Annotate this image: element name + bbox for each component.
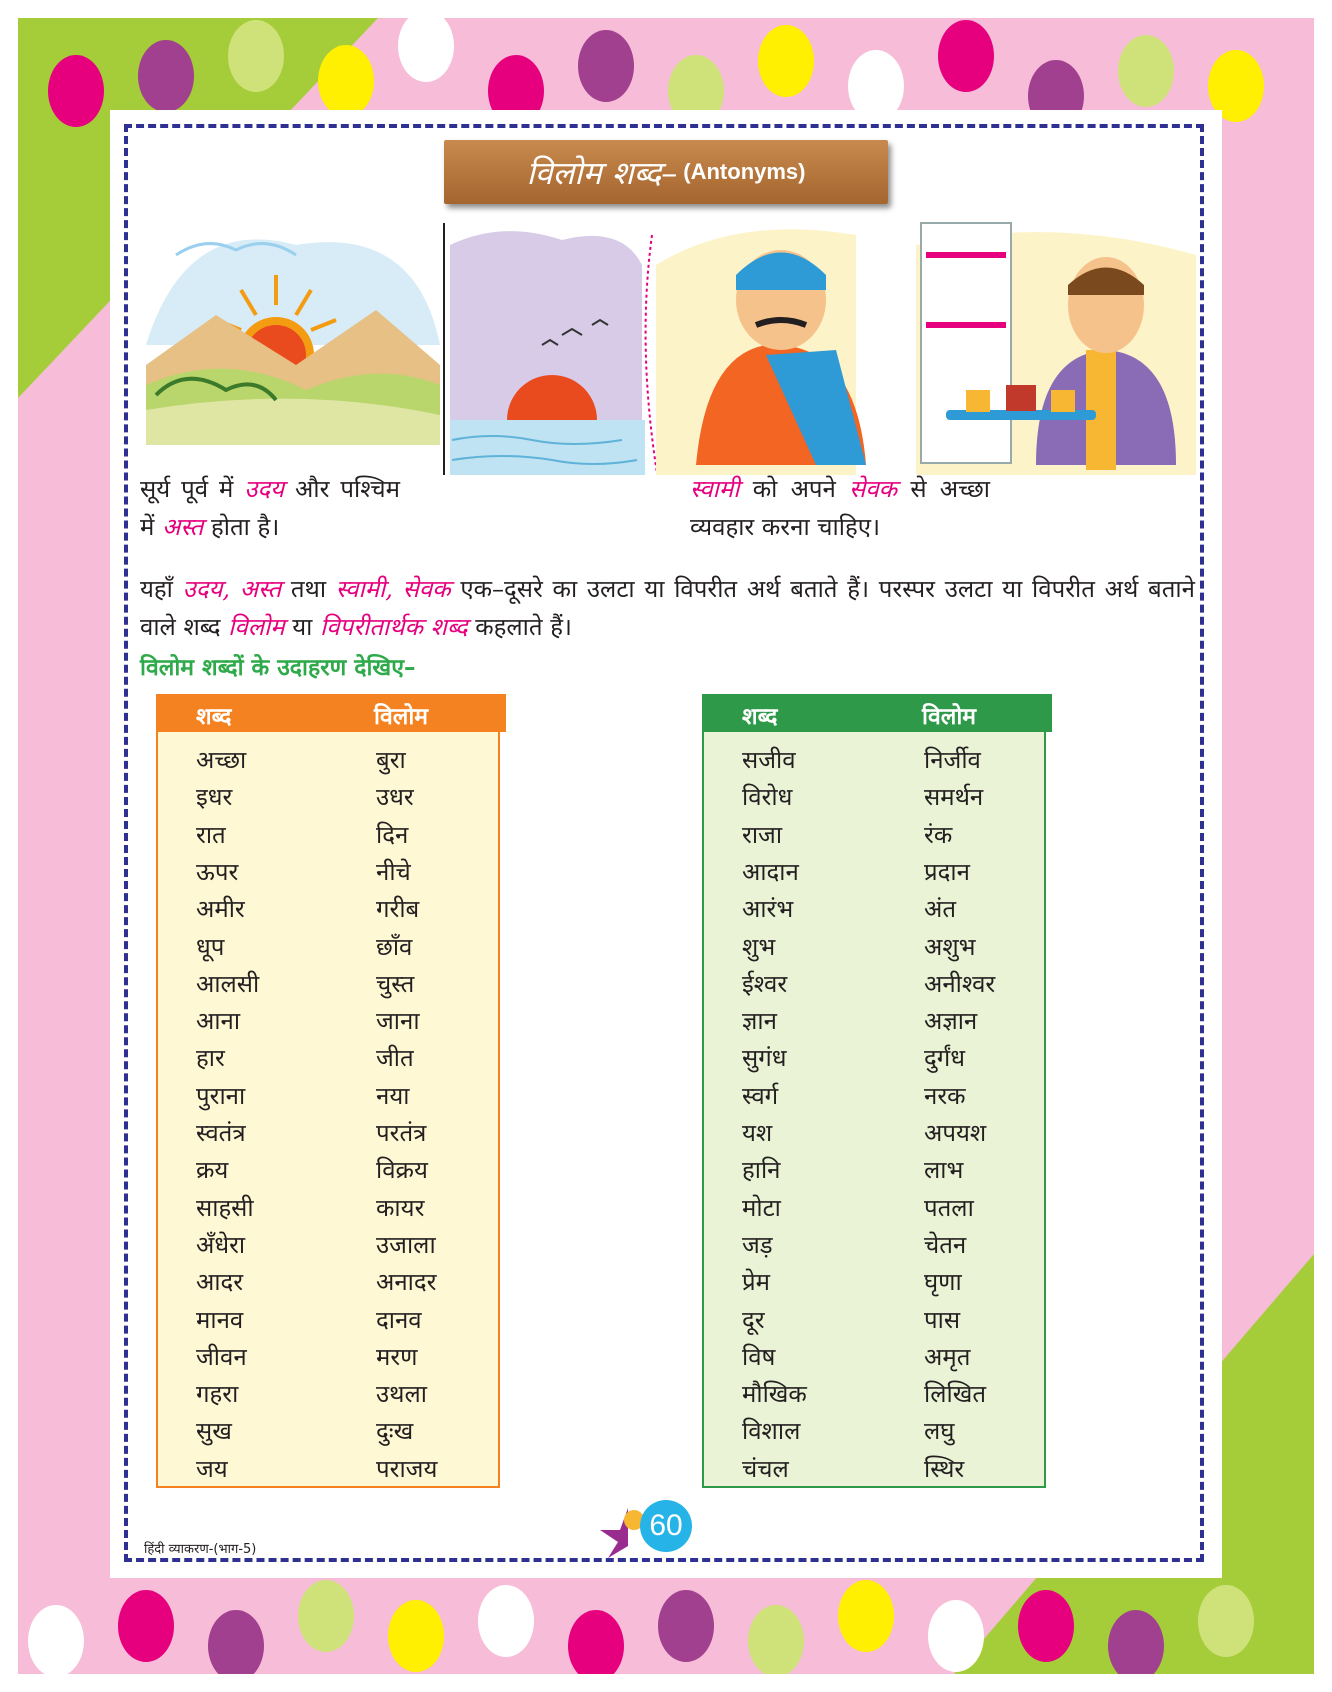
polka-dot [398,18,454,82]
word-cell: सुख [196,1417,232,1446]
table-row [158,1449,498,1486]
sunset-illustration [442,215,660,475]
caption-sun-post: होता है। [211,513,280,541]
word-cell: रात [196,820,226,849]
para-word-4: विपरीतार्थक शब्द [320,613,468,641]
antonym-cell: पतला [924,1193,974,1222]
polka-dot [928,1600,984,1672]
word-cell: प्रेम [742,1268,771,1297]
polka-dot [28,1605,84,1674]
antonym-cell: बुरा [376,746,406,774]
examples-heading: विलोम शब्दों के उदाहरण देखिए– [140,655,416,681]
caption-sun [140,470,400,546]
table-row [158,1038,498,1075]
antonym-cell: निर्जीव [924,746,981,774]
table-row [158,740,498,777]
antonym-cell: नरक [924,1081,966,1110]
polka-dot [208,1610,264,1674]
word-cell: आलसी [196,969,260,998]
word-cell: हार [196,1044,225,1073]
word-cell: अँधेरा [196,1230,246,1259]
table-row [704,740,1044,777]
antonym-cell: नीचे [376,857,411,886]
polka-dot [758,25,814,97]
word-cell: यश [742,1119,773,1147]
table-row [158,1411,498,1448]
table-row [158,815,498,852]
caption-master-post: से अच्छा व्यवहार करना चाहिए। [690,475,990,541]
master-servant-illustration [656,215,1196,475]
polka-dot [318,45,374,117]
antonym-cell: अज्ञान [924,1007,978,1036]
polka-dot [1118,35,1174,107]
antonym-cell: पराजय [376,1454,438,1483]
table-row [158,852,498,889]
polka-dot [478,1585,534,1657]
table-row [158,777,498,814]
antonym-cell: घृणा [924,1268,962,1297]
word-cell: स्वतंत्र [196,1119,246,1147]
polka-dot [658,1590,714,1662]
word-cell: क्रय [196,1156,229,1185]
antonym-cell: लिखित [924,1380,987,1409]
word-cell: पुराना [196,1081,246,1110]
definition-paragraph [140,570,1195,646]
antonym-cell: अनादर [376,1268,437,1297]
word-cell: इधर [196,783,233,812]
antonym-cell: मरण [376,1342,418,1371]
antonym-cell: अशुभ [924,932,976,961]
polka-dot [118,1590,174,1662]
antonym-cell: दिन [376,820,409,849]
table-row [158,1300,498,1337]
polka-dot [48,55,104,127]
antonym-cell: अनीश्वर [924,969,996,998]
table-row [704,1374,1044,1411]
antonym-cell: अपयश [924,1119,987,1147]
polka-dot [578,30,634,102]
word-cell: शुभ [742,932,776,961]
polka-dot [938,20,994,92]
antonym-cell: गरीब [376,895,420,924]
word-cell: राजा [742,820,783,849]
polka-dot [388,1600,444,1672]
antonym-cell: परतंत्र [376,1119,427,1147]
title-english: (Antonyms) [683,159,806,184]
table-row [704,1188,1044,1225]
header-word: शब्द [196,704,232,730]
table-row [158,1374,498,1411]
header-antonym: विलोम [922,704,977,730]
page-number: 60 [640,1500,692,1552]
antonym-cell: प्रदान [924,857,970,886]
polka-dot [838,1580,894,1652]
table-row [158,1001,498,1038]
word-cell: स्वर्ग [742,1081,779,1110]
header-antonym: विलोम [374,704,429,730]
antonym-cell: लघु [924,1417,955,1446]
word-swami: स्वामी [690,475,740,503]
word-cell: दूर [742,1305,765,1334]
para-text-3: एक–दूसरे का उलटा या विपरीत अर्थ बताते हैं। परस्पर उलटा या विपरीत अर्थ बताने वाले शब्द [140,575,1195,641]
table-row [158,1337,498,1374]
antonym-cell: पास [924,1305,961,1334]
antonym-cell: चेतन [924,1230,967,1259]
table-row [158,1076,498,1113]
word-cell: मोटा [742,1193,781,1222]
table-row [704,1262,1044,1299]
antonym-cell: उथला [376,1380,427,1409]
word-cell: आरंभ [742,895,794,924]
word-cell: सजीव [742,746,796,774]
antonym-cell: उधर [376,783,414,812]
table-row [704,889,1044,926]
word-cell: विरोध [742,783,793,812]
caption-master [690,470,990,546]
table-row [704,1076,1044,1113]
word-sevak: सेवक [849,475,898,503]
page-title [444,140,888,204]
polka-dot [748,1605,804,1674]
table-row [704,1113,1044,1150]
table-row [704,1001,1044,1038]
table-row [704,1038,1044,1075]
table-row [704,852,1044,889]
antonyms-table-left [156,698,500,1488]
word-cell: आना [196,1007,241,1036]
word-cell: गहरा [196,1380,239,1409]
table-row [704,1337,1044,1374]
para-word-2: स्वामी, सेवक [335,575,451,603]
table-row [704,964,1044,1001]
sunrise-illustration [146,215,440,475]
word-cell: धूप [196,932,225,961]
table-row [158,1188,498,1225]
table-row [158,1262,498,1299]
antonym-cell: कायर [376,1193,425,1222]
table-header [702,694,1052,732]
word-cell: साहसी [196,1193,254,1222]
antonyms-table-right [702,698,1046,1488]
table-row [704,1225,1044,1262]
word-cell: विष [742,1342,776,1371]
antonym-cell: उजाला [376,1230,436,1259]
table-row [158,1113,498,1150]
word-cell: आदान [742,857,799,886]
polka-dot [298,1580,354,1652]
word-cell: सुगंध [742,1044,787,1073]
word-cell: मौखिक [742,1380,807,1409]
word-cell: ईश्वर [742,969,788,998]
antonym-cell: चुस्त [376,969,415,998]
antonym-cell: दानव [376,1305,422,1334]
antonym-cell: अमृत [924,1342,971,1371]
word-cell: चंचल [742,1454,789,1483]
word-cell: जय [196,1454,228,1483]
word-cell: जीवन [196,1342,247,1371]
polka-dot [1018,1590,1074,1662]
word-cell: जड़ [742,1230,773,1259]
word-ast: अस्त [162,513,204,541]
antonym-cell: जीत [376,1044,414,1073]
book-footer: हिंदी व्याकरण-(भाग-5) [144,1542,257,1557]
table-row [158,964,498,1001]
antonym-cell: समर्थन [924,783,984,812]
word-cell: आदर [196,1268,244,1297]
caption-master-mid: को अपने [752,475,836,503]
para-word-1: उदय, अस्त [182,575,282,603]
table-row [158,927,498,964]
para-text-5: कहलाते हैं। [475,613,573,641]
word-cell: हानि [742,1156,781,1185]
antonym-cell: अंत [924,895,957,924]
antonym-cell: दुःख [376,1417,414,1446]
polka-dot [1108,1610,1164,1674]
polka-dot [138,40,194,112]
antonym-cell: जाना [376,1007,420,1036]
table-row [704,1449,1044,1486]
word-uday: उदय [244,475,285,503]
polka-dot [228,20,284,92]
para-text-1: यहाँ [140,575,173,603]
header-word: शब्द [742,704,778,730]
antonym-cell: स्थिर [924,1454,965,1483]
table-row [704,815,1044,852]
antonym-cell: दुर्गंध [924,1044,966,1073]
antonym-cell: रंक [924,820,953,849]
polka-dot [568,1610,624,1674]
word-cell: विशाल [742,1417,801,1446]
word-cell: अमीर [196,895,245,924]
table-row [704,1150,1044,1187]
table-row [158,1150,498,1187]
table-row [704,1300,1044,1337]
word-cell: ऊपर [196,857,239,886]
table-row [158,889,498,926]
antonym-cell: छाँव [376,932,413,961]
caption-sun-mid: और पश्चिम में [140,475,400,541]
table-row [704,927,1044,964]
word-cell: मानव [196,1305,244,1334]
antonym-cell: विक्रय [376,1156,428,1185]
antonym-cell: नया [376,1081,410,1110]
table-header [156,694,506,732]
table-row [704,777,1044,814]
para-text-4: या [292,613,313,641]
antonym-cell: लाभ [924,1156,964,1185]
word-cell: अच्छा [196,746,247,774]
caption-sun-pre: सूर्य पूर्व में [140,475,234,503]
table-row [704,1411,1044,1448]
table-row [158,1225,498,1262]
para-word-3: विलोम [228,613,285,641]
polka-dot [1198,1585,1254,1657]
title-hindi: विलोम शब्द– [526,153,678,192]
para-text-2: तथा [290,575,327,603]
word-cell: ज्ञान [742,1007,777,1036]
